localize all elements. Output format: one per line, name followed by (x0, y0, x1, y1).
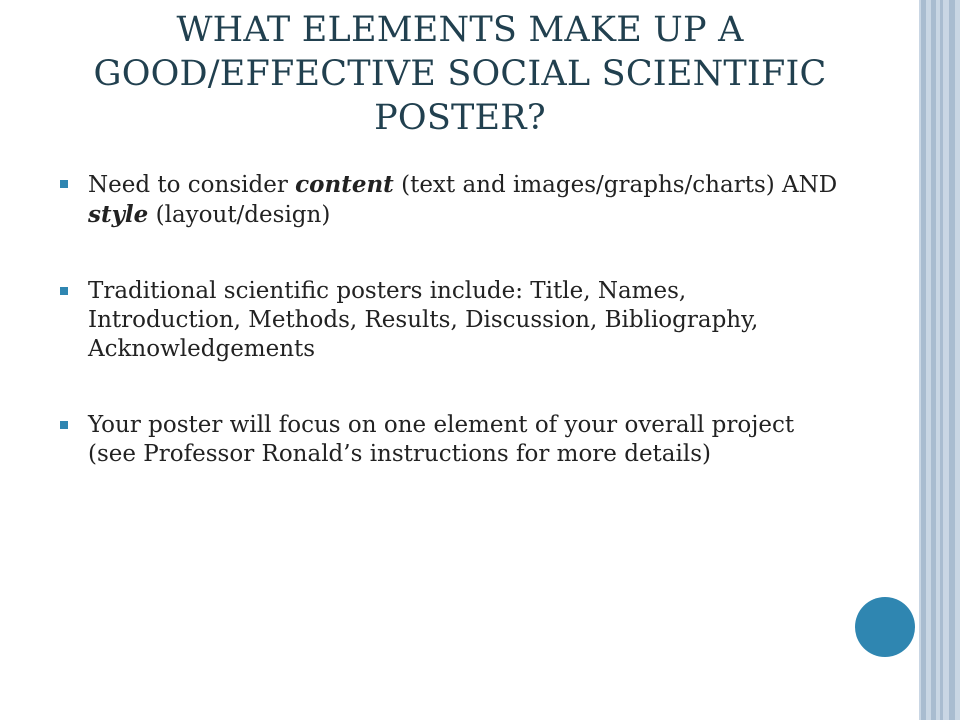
border-stripe (921, 0, 926, 720)
bullet-text: Your poster will focus on one element of your overall project (see Professor Ronald’s instructions for more details) (88, 412, 795, 467)
border-stripe (940, 0, 943, 720)
bullet-text-part: Need to consider (88, 172, 296, 198)
bullet-item-content-style (58, 170, 838, 230)
bullet-text: Traditional scientific posters include: Title, Names, Introduction, Methods, Results, Discussion, Bibliography, Acknowledgements (88, 278, 759, 362)
bullet-text (88, 172, 837, 228)
square-bullet-icon (60, 287, 68, 295)
slide-title: WHAT ELEMENTS MAKE UP A GOOD/EFFECTIVE SOCIAL SCIENTIFIC POSTER? (93, 10, 827, 138)
bullet-item-poster-focus (58, 411, 838, 469)
bullet-text-part: (layout/design) (148, 202, 331, 228)
bullet-list (58, 170, 838, 516)
emphasis-style: style (88, 201, 149, 228)
bullet-item-traditional-posters (58, 277, 838, 364)
square-bullet-icon (60, 421, 68, 429)
bullet-text-part: (text and images/graphs/charts) AND (393, 172, 838, 198)
accent-circle-decoration (855, 597, 915, 657)
emphasis-content: content (295, 171, 394, 198)
border-stripe (949, 0, 955, 720)
square-bullet-icon (60, 180, 68, 188)
border-stripe (931, 0, 936, 720)
